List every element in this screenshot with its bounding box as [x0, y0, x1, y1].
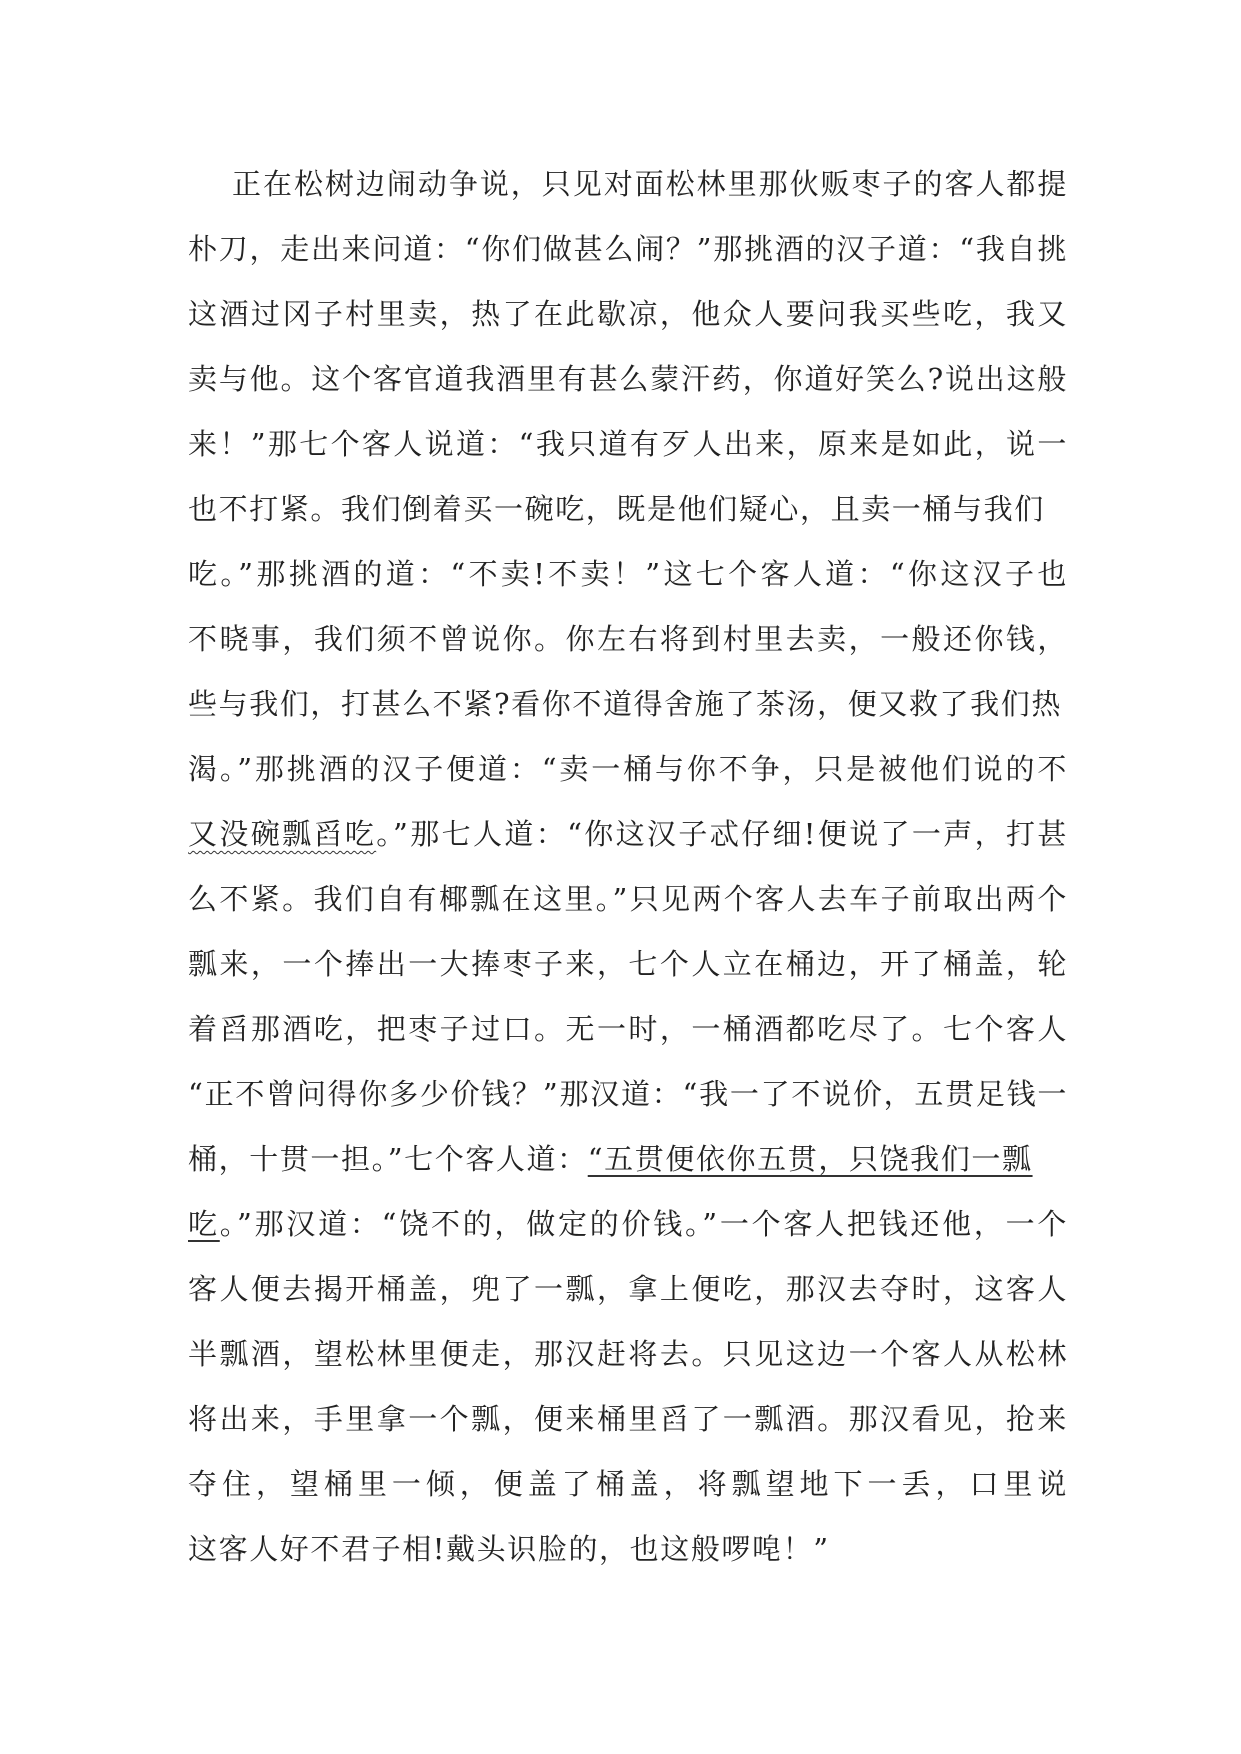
text-line: 又没碗瓢舀吃。”那七人道：“你这汉子忒仔细!便说了一声，打甚 [188, 817, 1068, 851]
text-line: 客人便去揭开桶盖，兜了一瓢，拿上便吃，那汉去夺时，这客人 [188, 1272, 1068, 1306]
text-line: 不晓事，我们须不曾说你。你左右将到村里去卖，一般还你钱， [188, 622, 1068, 656]
text-line: 么不紧。我们自有椰瓢在这里。”只见两个客人去车子前取出两个 [188, 882, 1068, 916]
text-line: 着舀那酒吃，把枣子过口。无一时，一桶酒都吃尽了。七个客人 [188, 1012, 1068, 1046]
text-line: 吃。”那挑酒的道：“不卖!不卖！”这七个客人道：“你这汉子也 [188, 557, 1068, 591]
underlined-phrase: 吃 [188, 1207, 220, 1241]
text-line: 将出来，手里拿一个瓢，便来桶里舀了一瓢酒。那汉看见，抢来 [188, 1402, 1068, 1436]
text-line: 卖与他。这个客官道我酒里有甚么蒙汗药，你道好笑么?说出这般 [188, 362, 1068, 396]
text-line: 来！”那七个客人说道：“我只道有歹人出来，原来是如此，说一 [188, 427, 1068, 461]
passage-text [188, 152, 1068, 1582]
text-line: 渴。”那挑酒的汉子便道：“卖一桶与你不争，只是被他们说的不 [188, 752, 1068, 786]
text-line: 夺住，望桶里一倾，便盖了桶盖，将瓢望地下一丢，口里说 [188, 1467, 1068, 1501]
text-line: 也不打紧。我们倒着买一碗吃，既是他们疑心，且卖一桶与我们 [188, 492, 1045, 526]
text-line: 吃。”那汉道：“饶不的，做定的价钱。”一个客人把钱还他，一个 [188, 1207, 1068, 1241]
text-line: 半瓢酒，望松林里便走，那汉赶将去。只见这边一个客人从松林 [188, 1337, 1068, 1371]
text-line: 这酒过冈子村里卖，热了在此歇凉，他众人要问我买些吃，我又 [188, 297, 1068, 331]
text-line: 朴刀，走出来问道：“你们做甚么闹？”那挑酒的汉子道：“我自挑 [188, 232, 1068, 266]
text-line: 正在松树边闹动争说，只见对面松林里那伙贩枣子的客人都提 [232, 167, 1068, 201]
text-line: 桶，十贯一担。”七个客人道：“五贯便依你五贯，只饶我们一瓢 [188, 1142, 1033, 1176]
wavy-underlined-phrase: 又没碗瓢舀吃 [188, 817, 377, 851]
text-line: “正不曾问得你多少价钱？”那汉道：“我一了不说价，五贯足钱一 [188, 1077, 1068, 1111]
text-line: 些与我们，打甚么不紧?看你不道得舍施了茶汤，便又救了我们热 [188, 687, 1062, 721]
underlined-phrase: “五贯便依你五贯，只饶我们一瓢 [587, 1142, 1033, 1176]
text-line: 瓢来，一个捧出一大捧枣子来，七个人立在桶边，开了桶盖，轮 [188, 947, 1068, 981]
text-line: 这客人好不君子相!戴头识脸的，也这般啰唣！” [188, 1532, 830, 1566]
